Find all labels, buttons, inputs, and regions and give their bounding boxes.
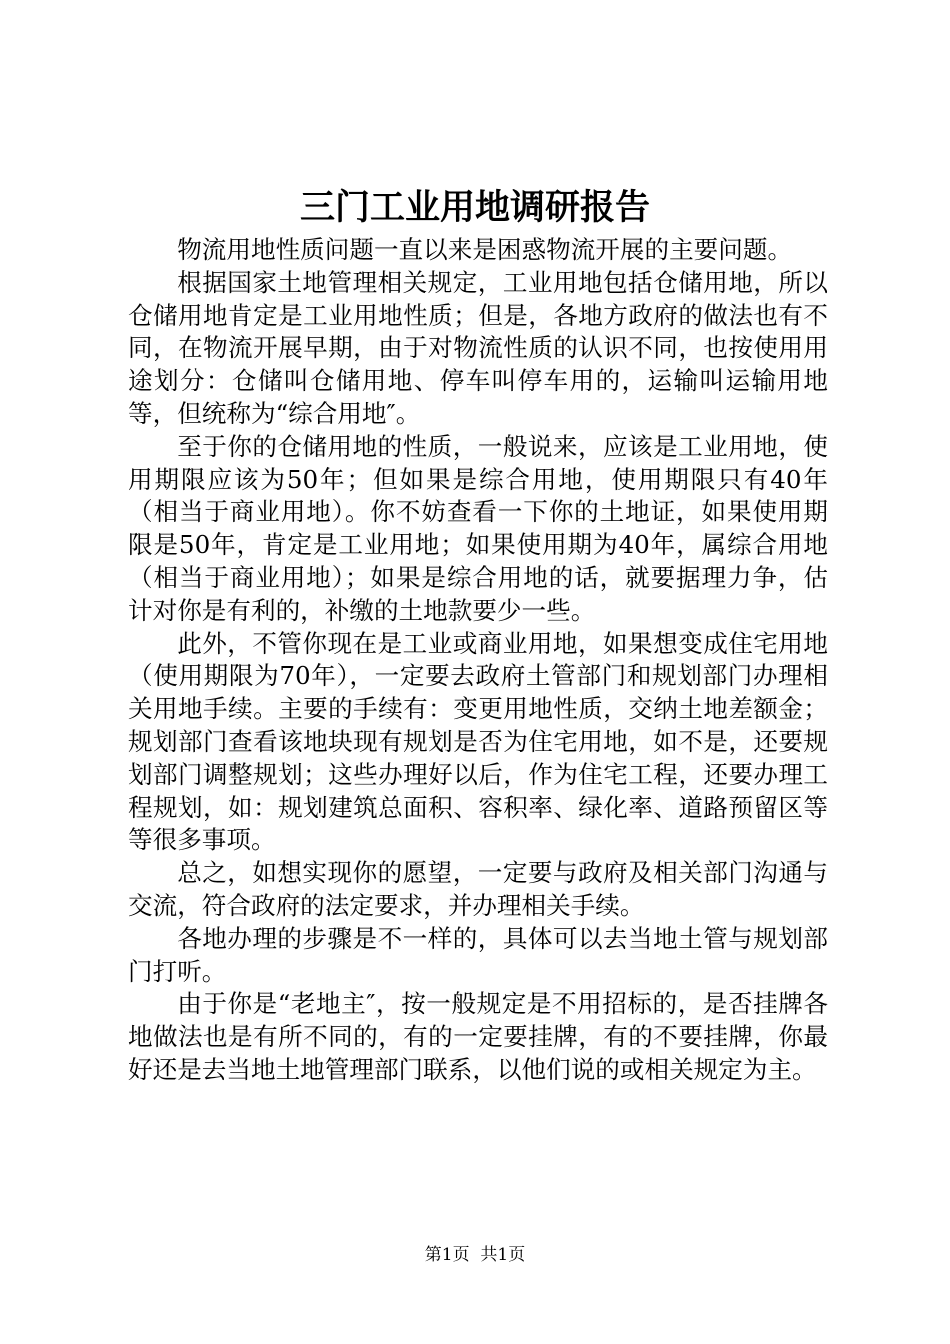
paragraph-land-term: 至于你的仓储用地的性质，一般说来，应该是工业用地，使用期限应该为50年；但如果是综合用地，使用期限只有40年（相当于商业用地）。你不妨查看一下你的土地证，如果使用期限是50年，肯定是工业用地；如果使用期为40年，属综合用地（相当于商业用地）；如果是综合用地的话，就要据理力争，估计对你是有利的，补缴的土地款要少一些。 [128,431,828,625]
paragraph-summary: 总之，如想实现你的愿望，一定要与政府及相关部门沟通与交流，符合政府的法定要求，并办理相关手续。 [128,858,828,920]
paragraph-regulation: 根据国家土地管理相关规定，工业用地包括仓储用地，所以仓储用地肯定是工业用地性质；但是，各地方政府的做法也有不同，在物流开展早期，由于对物流性质的认识不同，也按使用用途划分：仓储叫仓储用地、停车叫停车用的，运输叫运输用地等，但统称为“综合用地″。 [128,267,828,428]
page-total: 共1页 [480,1245,526,1265]
paragraph-local-steps: 各地办理的步骤是不一样的，具体可以去当地土管与规划部门打听。 [128,923,828,986]
page-number: 第1页 [424,1245,470,1265]
page-footer [0,1243,950,1267]
paragraph-listing: 由于你是“老地主″，按一般规定是不用招标的，是否挂牌各地做法也是有所不同的，有的一定要挂牌，有的不要挂牌，你最好还是去当地土地管理部门联系，以他们说的或相关规定为主。 [128,989,828,1084]
paragraph-residential-change: 此外，不管你现在是工业或商业用地，如果想变成住宅用地（使用期限为70年），一定要去政府土管部门和规划部门办理相关用地手续。主要的手续有：变更用地性质，交纳土地差额金；规划部门查看该地块现有规划是否为住宅用地，如不是，还要规划部门调整规划；这些办理好以后，作为住宅工程，还要办理工程规划，如：规划建筑总面积、容积率、绿化率、道路预留区等等很多事项。 [128,628,828,855]
paragraph-intro: 物流用地性质问题一直以来是困惑物流开展的主要问题。 [177,235,793,264]
document-body [128,234,828,1087]
document-title: 三门工业用地调研报告 [299,187,650,228]
